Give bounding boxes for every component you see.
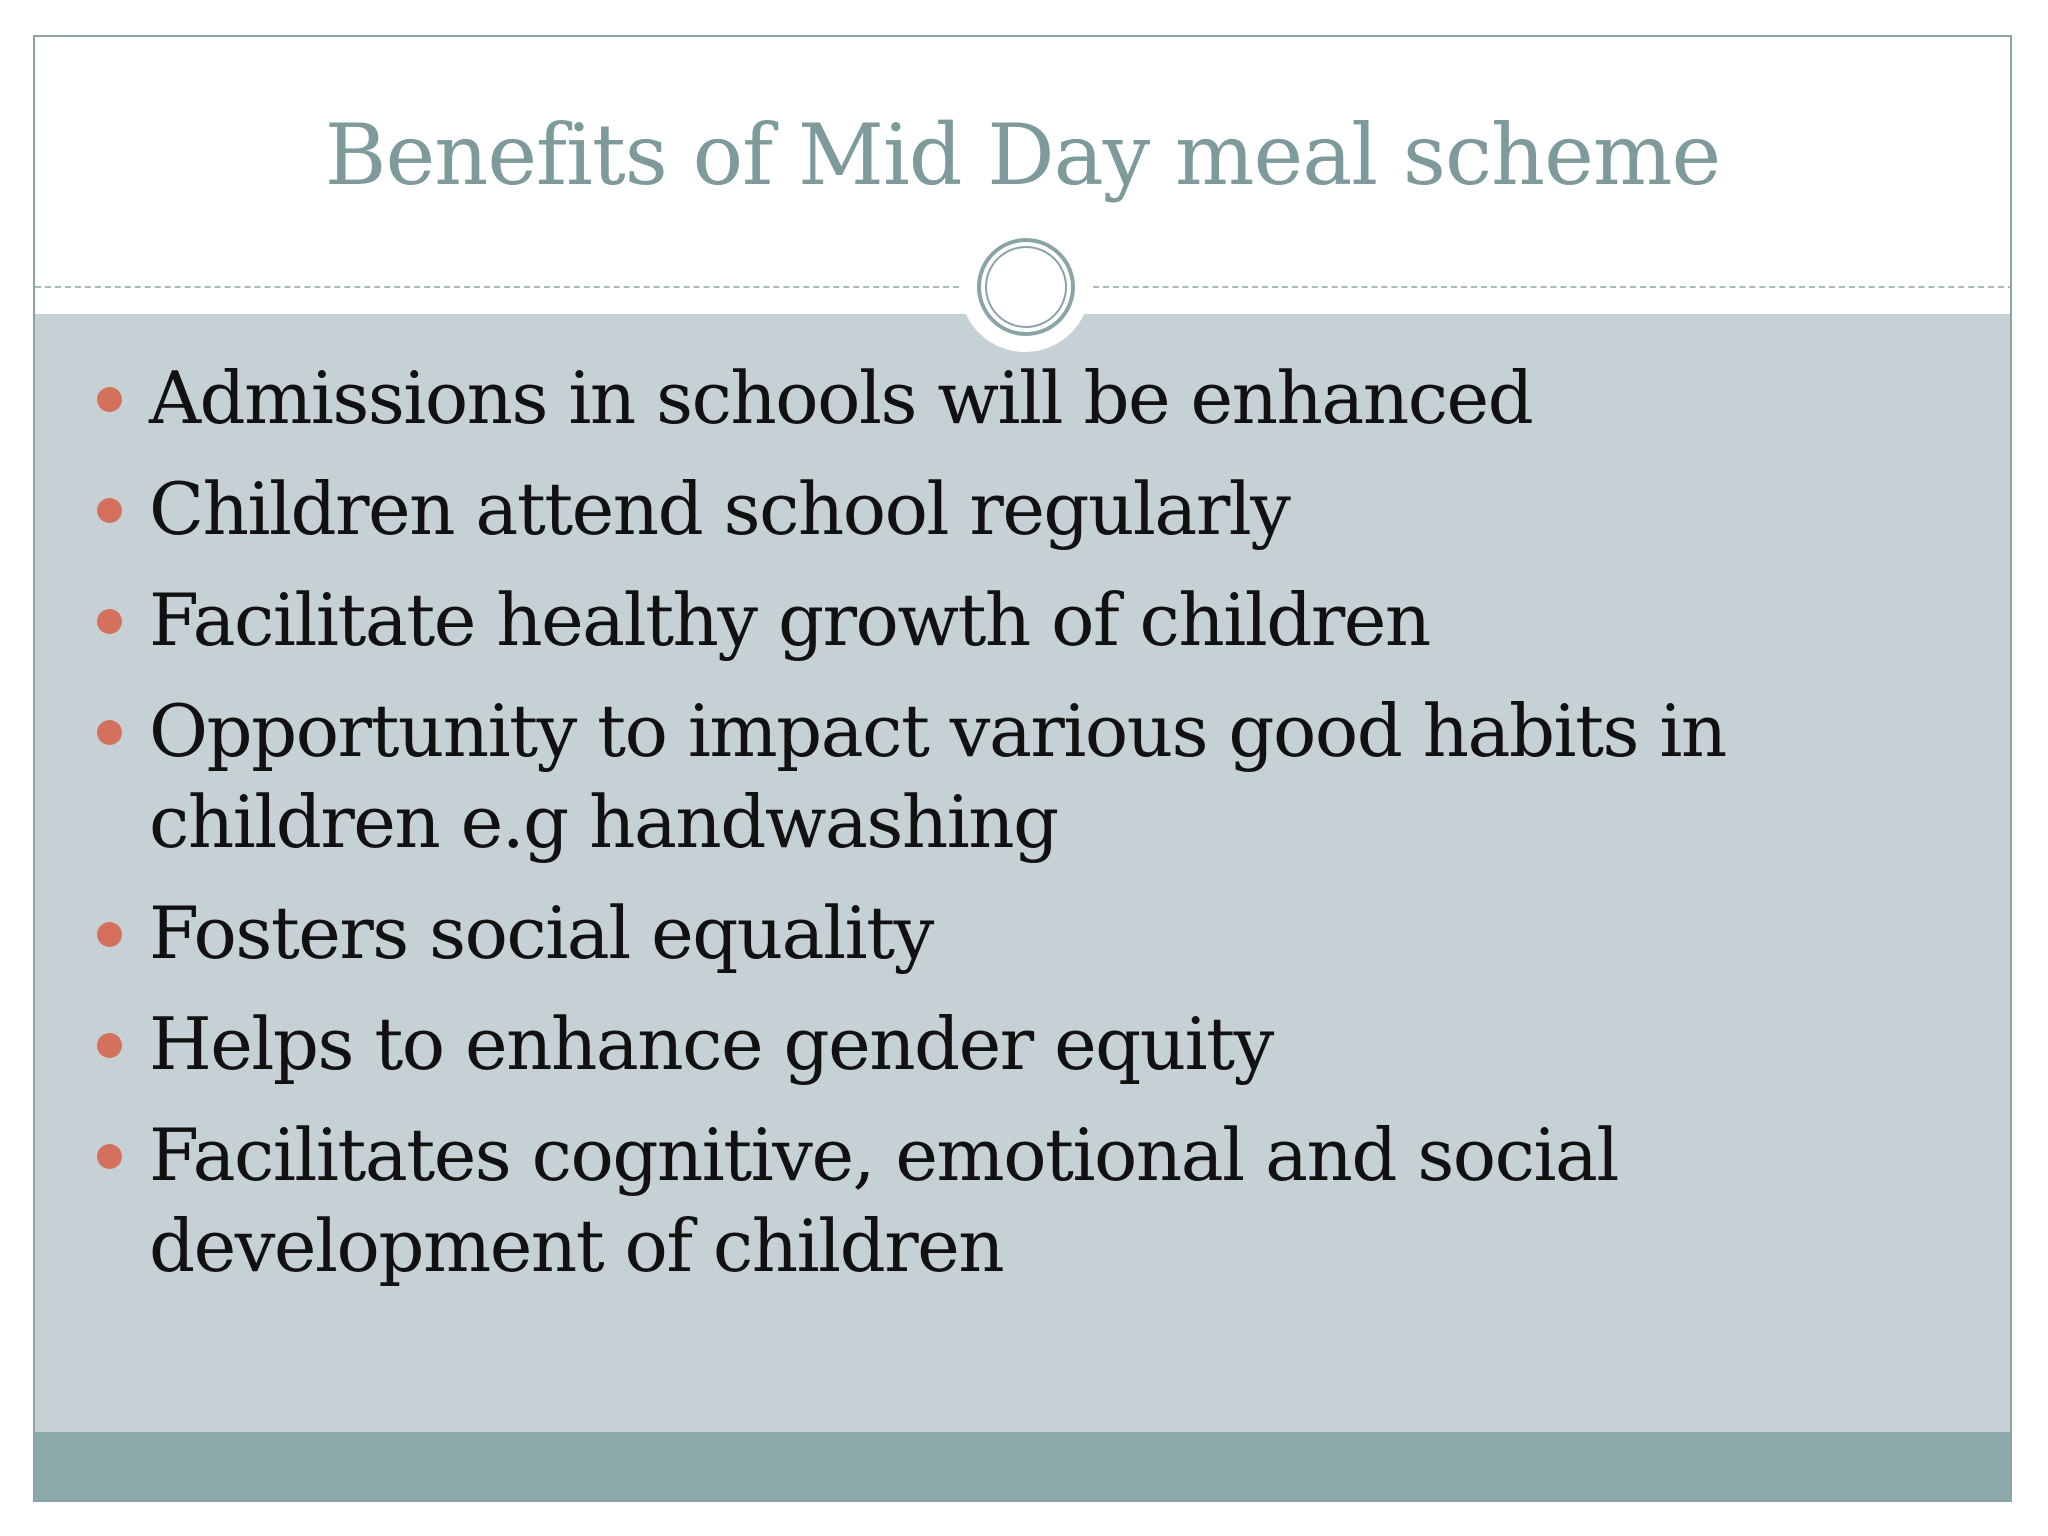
bullet-item xyxy=(35,575,2010,666)
bullet-list xyxy=(35,353,2010,1312)
bullet-text: Children attend school regularly xyxy=(149,467,1290,551)
bullet-text: Opportunity to impact various good habits in children e.g handwashing xyxy=(149,689,1726,864)
bullet-dot-icon xyxy=(97,498,122,523)
footer-band xyxy=(35,1432,2010,1502)
bullet-item xyxy=(35,999,2010,1090)
bullet-item xyxy=(35,888,2010,979)
title-divider-left xyxy=(35,286,959,288)
bullet-dot-icon xyxy=(97,609,122,634)
slide xyxy=(33,35,2012,1502)
bullet-item xyxy=(35,353,2010,444)
title-divider-right xyxy=(1093,286,2012,288)
bullet-dot-icon xyxy=(97,1144,122,1169)
bullet-text: Fosters social equality xyxy=(149,891,933,975)
bullet-dot-icon xyxy=(97,922,122,947)
bullet-text: Facilitates cognitive, emotional and social development of children xyxy=(149,1113,1618,1288)
bullet-dot-icon xyxy=(97,720,122,745)
bullet-dot-icon xyxy=(97,387,122,412)
bullet-item xyxy=(35,464,2010,555)
bullet-item xyxy=(35,686,2010,868)
slide-title: Benefits of Mid Day meal scheme xyxy=(324,106,1721,204)
bullet-dot-icon xyxy=(97,1033,122,1058)
ornament-inner-ring xyxy=(985,246,1067,328)
bullet-text: Facilitate healthy growth of children xyxy=(149,578,1430,662)
bullet-text: Admissions in schools will be enhanced xyxy=(149,356,1533,440)
bullet-text: Helps to enhance gender equity xyxy=(149,1002,1273,1086)
bullet-item xyxy=(35,1110,2010,1292)
